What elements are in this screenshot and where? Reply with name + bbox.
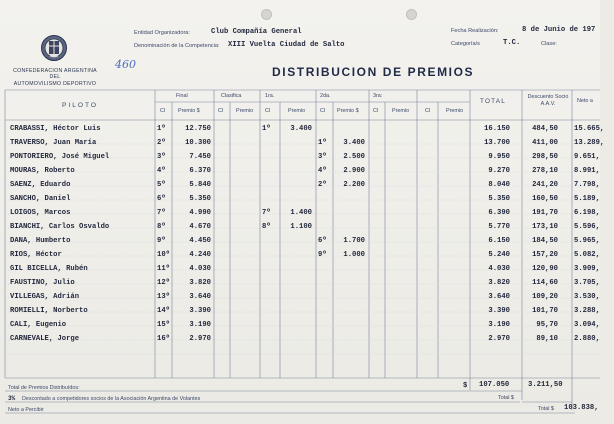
final-position: 13º xyxy=(157,293,170,301)
pilot-name: CRABASSI, Héctor Luis xyxy=(10,125,101,133)
pilot-name: CARNEVALE, Jorge xyxy=(10,335,80,343)
row-discount: 298,50 xyxy=(532,153,558,161)
entity-label: Entidad Organizadora: xyxy=(134,30,190,36)
discount-total: 3.211,50 xyxy=(528,381,563,389)
final-prize: 2.970 xyxy=(189,335,211,343)
organization-name: CONFEDERACION ARGENTINA DEL AUTOMOVILISMO DEPORTIVO xyxy=(13,68,97,87)
first-position: 7º xyxy=(262,209,271,217)
final-prize: 3.820 xyxy=(189,279,211,287)
final-prize: 3.190 xyxy=(189,321,211,329)
final-prize: 3.640 xyxy=(189,293,211,301)
final-prize: 7.450 xyxy=(189,153,211,161)
final-position: 11º xyxy=(157,265,170,273)
header-segunda: 2da. xyxy=(320,93,331,99)
row-total: 3.640 xyxy=(488,293,510,301)
pilot-name: LOIGOS, Marcos xyxy=(10,209,71,217)
entity-value: Club Compañía General xyxy=(211,28,302,36)
row-total: 16.150 xyxy=(484,125,510,133)
row-total: 5.770 xyxy=(488,223,510,231)
row-discount: 484,50 xyxy=(532,125,558,133)
row-discount: 157,20 xyxy=(532,251,558,259)
row-discount: 191,70 xyxy=(532,209,558,217)
row-net: 3.909, xyxy=(574,265,600,273)
final-position: 6º xyxy=(157,195,166,203)
final-position: 7º xyxy=(157,209,166,217)
row-net: 6.198, xyxy=(574,209,600,217)
final-position: 12º xyxy=(157,279,170,287)
total-small-label: Total $ xyxy=(498,395,514,401)
row-discount: 101,70 xyxy=(532,307,558,315)
row-total: 5.350 xyxy=(488,195,510,203)
header-cl-tercera: Cl xyxy=(373,108,379,114)
second-prize: 3.400 xyxy=(343,139,365,147)
second-position: 9º xyxy=(318,251,327,259)
second-position: 1º xyxy=(318,139,327,147)
final-position: 16º xyxy=(157,335,170,343)
row-net: 3.094, xyxy=(574,321,600,329)
header-neto: Neto a xyxy=(577,98,593,104)
final-prize: 5.840 xyxy=(189,181,211,189)
header-descuento: Descuento Socio A.A.V. xyxy=(527,94,569,107)
final-position: 14º xyxy=(157,307,170,315)
header-cl-final: Cl xyxy=(160,108,166,114)
row-discount: 120,90 xyxy=(532,265,558,273)
total-currency: $ xyxy=(463,382,468,390)
total-small-label-2: Total $ xyxy=(538,406,554,412)
handwritten-note: 460 xyxy=(115,58,136,71)
header-tercera: 3ra: xyxy=(373,93,383,99)
first-position: 8º xyxy=(262,223,271,231)
final-prize: 4.240 xyxy=(189,251,211,259)
pilot-name: FAUSTINO, Julio xyxy=(10,279,75,287)
header-primera: 1ra. xyxy=(265,93,275,99)
row-net: 3.530, xyxy=(574,293,600,301)
row-total: 4.030 xyxy=(488,265,510,273)
final-prize: 6.370 xyxy=(189,167,211,175)
row-net: 3.288, xyxy=(574,307,600,315)
final-position: 10º xyxy=(157,251,170,259)
pilot-name: RIOS, Héctor xyxy=(10,251,62,259)
row-net: 8.991, xyxy=(574,167,600,175)
competition-label: Denominación de la Competencia: xyxy=(134,43,220,49)
category-value: T.C. xyxy=(503,39,521,47)
row-total: 9.270 xyxy=(488,167,510,175)
row-discount: 173,10 xyxy=(532,223,558,231)
final-position: 8º xyxy=(157,223,166,231)
net-label: Neto a Percibir xyxy=(8,407,44,413)
row-discount: 95,70 xyxy=(536,321,558,329)
row-net: 7.798, xyxy=(574,181,600,189)
date-label: Fecha Realización: xyxy=(451,28,499,34)
row-net: 3.705, xyxy=(574,279,600,287)
header-pilot: PILOTO xyxy=(62,102,99,109)
final-prize: 3.390 xyxy=(189,307,211,315)
row-net: 15.665, xyxy=(574,125,605,133)
row-total: 3.190 xyxy=(488,321,510,329)
pilot-name: ROMIELLI, Norberto xyxy=(10,307,88,315)
final-position: 15º xyxy=(157,321,170,329)
row-net: 5.082, xyxy=(574,251,600,259)
final-position: 2º xyxy=(157,139,166,147)
second-prize: 1.000 xyxy=(343,251,365,259)
final-prize: 4.990 xyxy=(189,209,211,217)
row-net: 13.289, xyxy=(574,139,605,147)
row-total: 8.040 xyxy=(488,181,510,189)
final-position: 9º xyxy=(157,237,166,245)
pilot-name: SANCHO, Daniel xyxy=(10,195,71,203)
header-cl-extra: Cl xyxy=(425,108,431,114)
second-position: 4º xyxy=(318,167,327,175)
final-position: 1º xyxy=(157,125,166,133)
row-discount: 160,50 xyxy=(532,195,558,203)
row-discount: 114,60 xyxy=(532,279,558,287)
header-premio-segunda: Premio $ xyxy=(337,108,359,114)
row-total: 13.700 xyxy=(484,139,510,147)
row-discount: 89,10 xyxy=(536,335,558,343)
total-value: 107.050 xyxy=(479,381,510,389)
row-total: 5.240 xyxy=(488,251,510,259)
row-discount: 278,10 xyxy=(532,167,558,175)
pilot-name: GIL BICELLA, Rubén xyxy=(10,265,88,273)
row-net: 5.965, xyxy=(574,237,600,245)
class-label: Clase: xyxy=(541,41,557,47)
row-discount: 184,50 xyxy=(532,237,558,245)
second-prize: 1.700 xyxy=(343,237,365,245)
final-prize: 5.350 xyxy=(189,195,211,203)
row-total: 2.970 xyxy=(488,335,510,343)
row-net: 5.189, xyxy=(574,195,600,203)
pilot-name: BIANCHI, Carlos Osvaldo xyxy=(10,223,110,231)
row-net: 9.651, xyxy=(574,153,600,161)
first-prize: 3.400 xyxy=(290,125,312,133)
row-discount: 241,20 xyxy=(532,181,558,189)
total-label: Total de Premios Distribuídos: xyxy=(8,385,80,391)
row-net: 5.596, xyxy=(574,223,600,231)
discount-pct: 3% xyxy=(8,395,16,402)
pilot-name: VILLEGAS, Adrián xyxy=(10,293,80,301)
second-position: 3º xyxy=(318,153,327,161)
second-prize: 2.500 xyxy=(343,153,365,161)
row-total: 3.820 xyxy=(488,279,510,287)
second-prize: 2.900 xyxy=(343,167,365,175)
first-prize: 1.400 xyxy=(290,209,312,217)
final-prize: 10.300 xyxy=(185,139,211,147)
pilot-name: PONTORIERO, José Miguel xyxy=(10,153,110,161)
final-position: 5º xyxy=(157,181,166,189)
row-total: 3.390 xyxy=(488,307,510,315)
row-discount: 411,00 xyxy=(532,139,558,147)
second-position: 2º xyxy=(318,181,327,189)
final-position: 4º xyxy=(157,167,166,175)
row-total: 6.390 xyxy=(488,209,510,217)
header-premio-tercera: Premio xyxy=(392,108,410,114)
header-clasifica: Clasifica xyxy=(221,93,242,99)
header-final: Final xyxy=(176,93,188,99)
category-label: Categoría/s xyxy=(451,41,480,47)
second-prize: 2.200 xyxy=(343,181,365,189)
final-prize: 12.750 xyxy=(185,125,211,133)
header-premio-extra: Premio xyxy=(446,108,464,114)
header-premio-clasifica: Premio xyxy=(236,108,254,114)
final-prize: 4.030 xyxy=(189,265,211,273)
net-total: 103.838, xyxy=(564,404,599,412)
row-net: 2.880, xyxy=(574,335,600,343)
header-premio-final: Premio $ xyxy=(178,108,200,114)
first-position: 1º xyxy=(262,125,271,133)
row-total: 9.950 xyxy=(488,153,510,161)
row-discount: 109,20 xyxy=(532,293,558,301)
discount-label: Descontado a competidores socios de la Asociación Argentina de Volantes xyxy=(22,396,201,402)
competition-value: XIII Vuelta Ciudad de Salto xyxy=(228,41,345,49)
header-cl-clasifica: Cl xyxy=(218,108,224,114)
pilot-name: DANA, Humberto xyxy=(10,237,71,245)
pilot-name: CALI, Eugenio xyxy=(10,321,67,329)
row-total: 6.150 xyxy=(488,237,510,245)
final-prize: 4.670 xyxy=(189,223,211,231)
header-cl-segunda: Cl xyxy=(320,108,326,114)
header-premio-primera: Premio xyxy=(288,108,306,114)
second-position: 6º xyxy=(318,237,327,245)
date-value: 8 de Junio de 197 xyxy=(522,26,596,34)
header-total: TOTAL xyxy=(480,98,507,105)
pilot-name: MOURAS, Roberto xyxy=(10,167,75,175)
page-title: DISTRIBUCION DE PREMIOS xyxy=(272,65,475,79)
header-cl-primera: Cl xyxy=(265,108,271,114)
pilot-name: SAENZ, Eduardo xyxy=(10,181,71,189)
first-prize: 1.100 xyxy=(290,223,312,231)
final-prize: 4.450 xyxy=(189,237,211,245)
final-position: 3º xyxy=(157,153,166,161)
pilot-name: TRAVERSO, Juan María xyxy=(10,139,97,147)
